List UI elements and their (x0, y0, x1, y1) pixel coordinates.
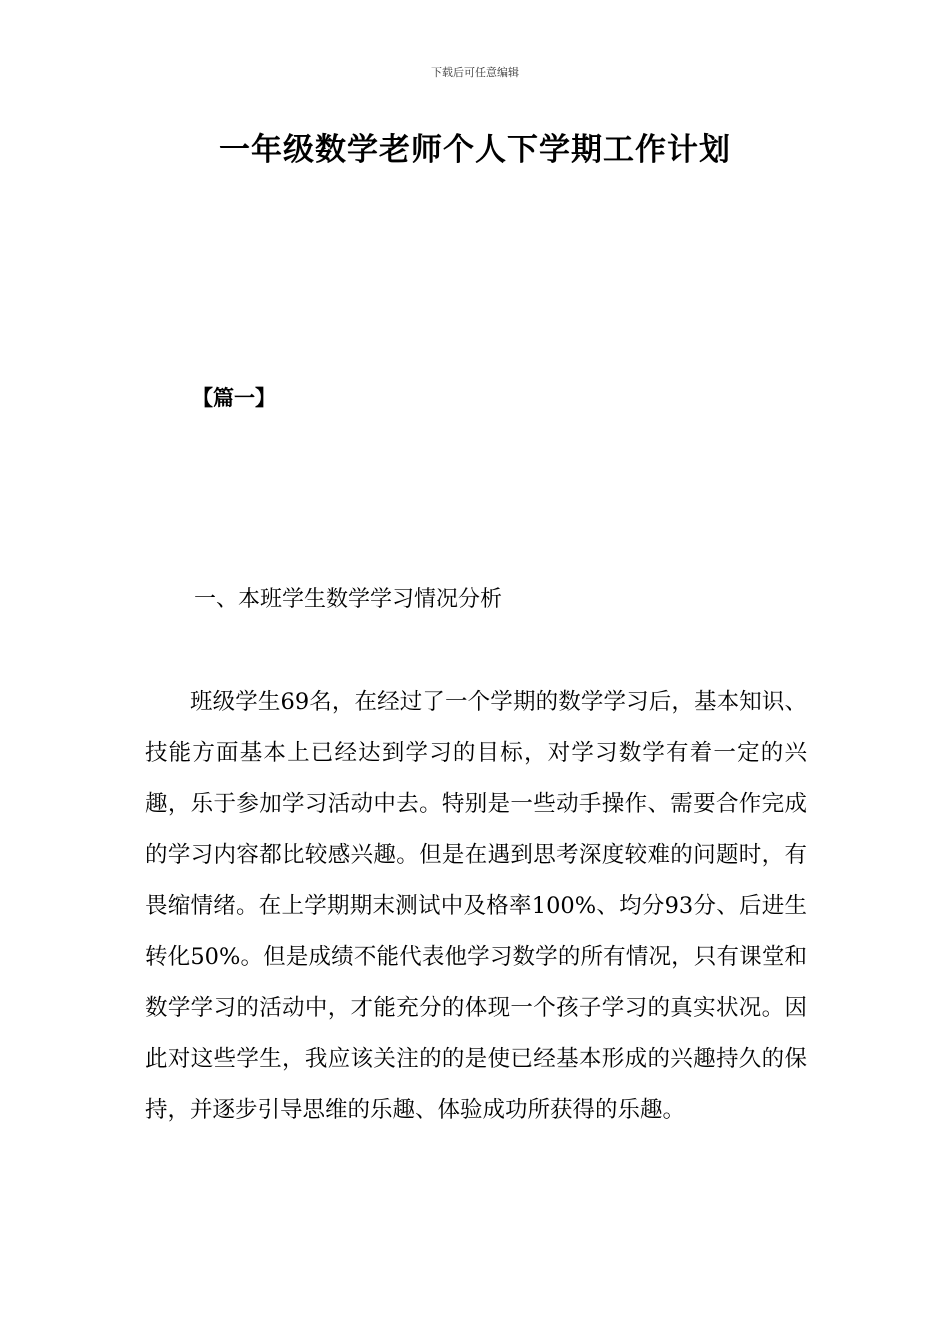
header-note: 下载后可任意编辑 (431, 66, 519, 79)
section-marker: 【篇一】 (192, 386, 276, 410)
body-paragraph: 班级学生69名，在经过了一个学期的数学学习后，基本知识、技能方面基本上已经达到学习的目标，对学习数学有着一定的兴趣，乐于参加学习活动中去。特别是一些动手操作、需要合作完成的学习内容都比较感兴趣。但是在遇到思考深度较难的问题时，有畏缩情绪。在上学期期末测试中及格率100%、均分93分、后进生转化50%。但是成绩不能代表他学习数学的所有情况，只有课堂和数学学习的活动中，才能充分的体现一个孩子学习的真实状况。因此对这些学生，我应该关注的的是使已经基本形成的兴趣持久的保持，并逐步引导思维的乐趣、体验成功所获得的乐趣。 (145, 689, 807, 1123)
section-heading: 一、本班学生数学学习情况分析 (194, 587, 503, 612)
document-title: 一年级数学老师个人下学期工作计划 (219, 132, 731, 168)
